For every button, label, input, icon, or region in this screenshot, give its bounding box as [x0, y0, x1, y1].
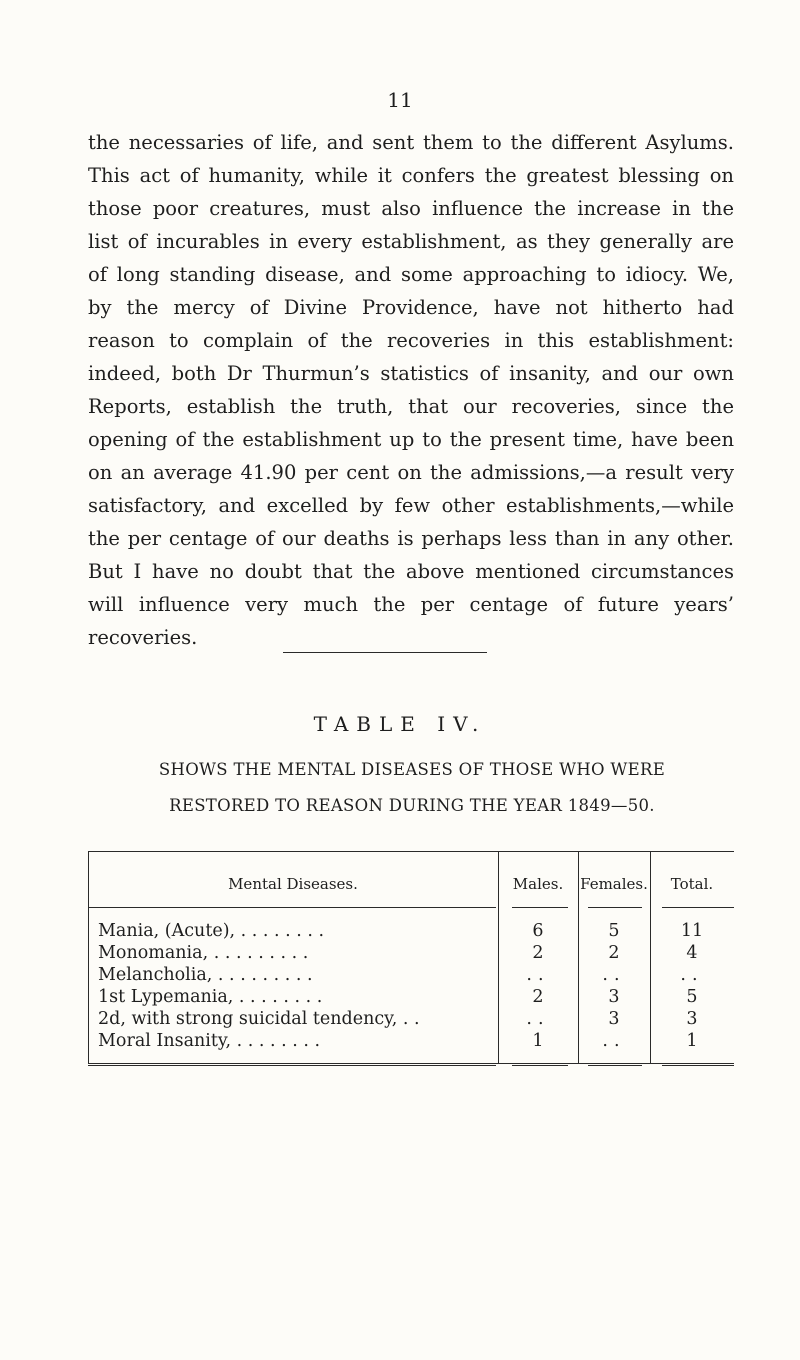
table-top-rule — [88, 851, 734, 852]
cell-total: .. — [680, 965, 704, 985]
page-number: 11 — [387, 88, 413, 112]
table-title: TABLE IV. — [313, 712, 487, 736]
table-row-label: Melancholia, . . . . . . . . . — [98, 965, 313, 985]
cell-males: 1 — [532, 1031, 544, 1051]
diseases-table-total — [88, 1067, 734, 1127]
cell-total: 1 — [686, 1031, 698, 1051]
cell-total: 3 — [686, 1009, 698, 1029]
total-separator — [588, 1065, 642, 1066]
total-separator — [88, 1065, 496, 1066]
cell-females: .. — [602, 965, 626, 985]
table-row-label: Mania, (Acute), . . . . . . . . — [98, 921, 325, 941]
table-caption-line-2: RESTORED TO REASON DURING THE YEAR 1849—50. — [169, 796, 655, 815]
cell-females: 5 — [608, 921, 620, 941]
header-mental-diseases: Mental Diseases. — [228, 875, 358, 893]
cell-total: 4 — [686, 943, 698, 963]
cell-males: .. — [526, 1009, 550, 1029]
body-paragraph: the necessaries of life, and sent them to the different Asylums. This act of humanity, while it confers the greatest blessing on those poor creatures, must also influence the increase in the list of incurables in every establishment, as they generally are of long standing disease, and some approaching to idiocy. We, by the mercy of Divine Providence, have not hitherto had reason to complain of the recoveries in this establishment: indeed, both Dr Thurmun’s statistics of insanity, and our own Reports, establish the truth, that our recoveries, since the opening of the establishment up to the present time, have been on an average 41.90 per cent on the admissions,—a result very satisfactory, and excelled by few other establishments,—while the per centage of our deaths is perhaps less than in any other. But I have no doubt that the above mentioned circumstances will influence very much the per centage of future years’ recoveries. — [88, 131, 734, 649]
cell-females: 3 — [608, 1009, 620, 1029]
cell-males: 6 — [532, 921, 544, 941]
header-females: Females. — [580, 875, 648, 893]
header-separator — [588, 907, 642, 908]
total-separator — [662, 1065, 734, 1066]
table-row-label: 2d, with strong suicidal tendency, . . — [98, 1009, 420, 1029]
table-caption-line-1: SHOWS THE MENTAL DISEASES OF THOSE WHO WERE — [158, 760, 666, 779]
cell-males: 2 — [532, 943, 544, 963]
cell-total: 5 — [686, 987, 698, 1007]
diseases-table — [88, 851, 734, 1067]
table-row-label: Monomania, . . . . . . . . . — [98, 943, 309, 963]
cell-total: 11 — [680, 921, 704, 941]
table-bottom-rule — [88, 1063, 734, 1064]
header-males: Males. — [512, 875, 564, 893]
total-separator — [512, 1065, 568, 1066]
header-separator — [88, 907, 496, 908]
cell-males: .. — [526, 965, 550, 985]
cell-females: .. — [602, 1031, 626, 1051]
cell-females: 3 — [608, 987, 620, 1007]
header-total: Total. — [670, 875, 714, 893]
header-separator — [512, 907, 568, 908]
section-divider — [283, 652, 487, 653]
cell-males: 2 — [532, 987, 544, 1007]
table-caption — [112, 752, 712, 824]
table-row-label: Moral Insanity, . . . . . . . . — [98, 1031, 321, 1051]
header-separator — [662, 907, 734, 908]
table-row-label: 1st Lypemania, . . . . . . . . — [98, 987, 323, 1007]
cell-females: 2 — [608, 943, 620, 963]
